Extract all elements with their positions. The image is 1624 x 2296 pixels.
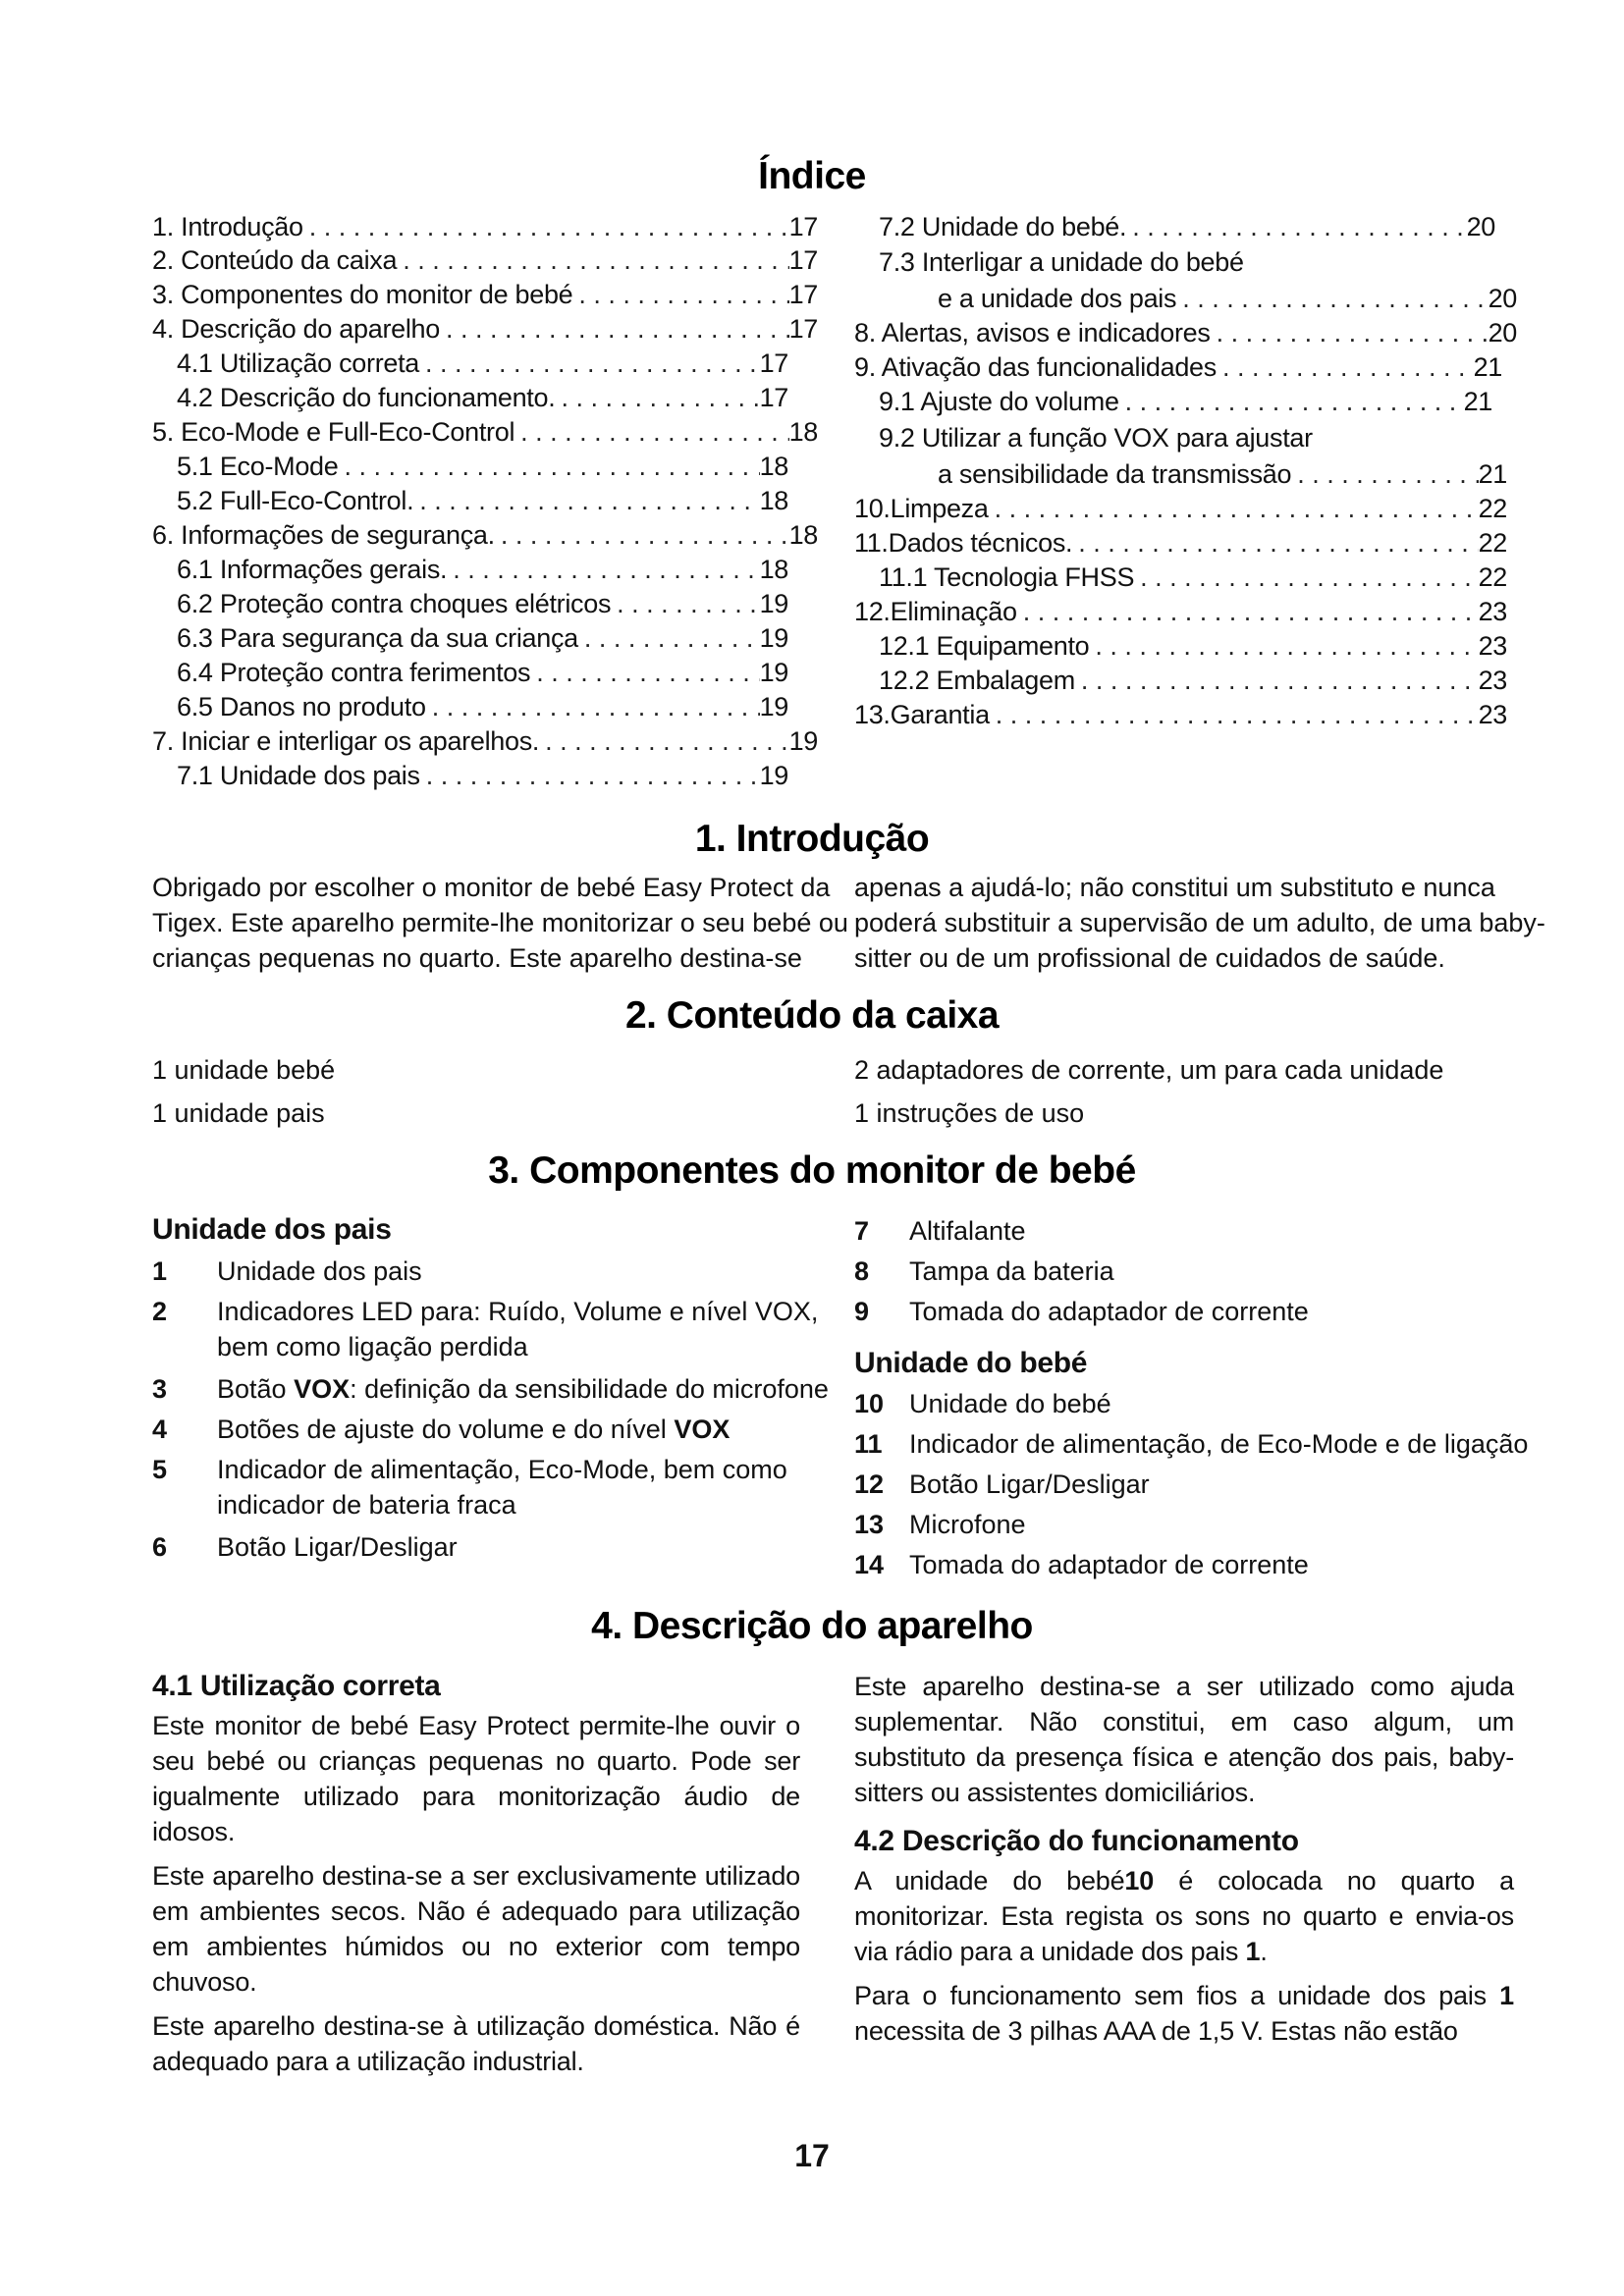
item-number: 4 bbox=[152, 1415, 168, 1444]
item-number: 13 bbox=[854, 1510, 885, 1539]
toc-entry-title: 9. Ativação das funcionalidades bbox=[854, 352, 1217, 382]
paragraph: Este aparelho destina-se à utilização doméstica. Não é adequado para a utilização industrial. bbox=[152, 2011, 800, 2076]
section-title-introduction: 1. Introdução bbox=[694, 818, 930, 860]
item-text: Microfone bbox=[909, 1510, 1026, 1539]
contents-right-column bbox=[854, 1048, 1443, 1135]
text-line: 1 unidade pais bbox=[152, 1098, 325, 1128]
item-text: Botão Ligar/Desligar bbox=[909, 1469, 1150, 1499]
toc-entry[interactable] bbox=[177, 452, 788, 485]
text-part: . bbox=[1260, 1937, 1268, 1966]
item-number: 6 bbox=[152, 1532, 168, 1562]
toc-entry-title: 4.1 Utilização correta bbox=[177, 348, 420, 378]
toc-entry[interactable] bbox=[177, 348, 788, 382]
paragraph: Este aparelho destina-se a ser exclusivamente utilizado em ambientes secos. Não é adequado para utilização em ambientes húmidos ou no exterior com tempo chuvoso. bbox=[152, 1861, 800, 1997]
text-line: poderá substituir a supervisão de um adulto, de uma baby- bbox=[854, 908, 1545, 937]
item-number: 7 bbox=[854, 1216, 870, 1246]
toc-entry-page: 19 bbox=[759, 589, 788, 618]
toc-entry-title: 9.1 Ajuste do volume bbox=[879, 387, 1119, 416]
item-number: 1 bbox=[152, 1256, 168, 1286]
toc-entry-page: 23 bbox=[1478, 666, 1507, 695]
toc-entry-page: 22 bbox=[1478, 528, 1507, 558]
toc-entry-page: 23 bbox=[1478, 700, 1507, 729]
subsection-title-correct-use: 4.1 Utilização correta bbox=[152, 1670, 441, 1702]
item-number: 10 bbox=[854, 1389, 885, 1418]
toc-entry-page: 19 bbox=[788, 726, 818, 756]
toc-entry-title[interactable]: 9.2 Utilizar a função VOX para ajustar bbox=[879, 423, 1313, 453]
toc-entry-title: 12.Eliminação bbox=[854, 597, 1017, 626]
toc-entry-title: 11.1 Tecnologia FHSS bbox=[879, 562, 1135, 592]
intro-right-column bbox=[854, 870, 1545, 976]
toc-entry-page: 17 bbox=[759, 383, 788, 412]
toc-entry-page: 19 bbox=[759, 658, 788, 687]
toc-entry[interactable] bbox=[152, 280, 818, 313]
item-text bbox=[217, 1412, 730, 1447]
toc-entry-title: 7.1 Unidade dos pais bbox=[177, 761, 420, 790]
toc-entry-page: 21 bbox=[1473, 352, 1502, 382]
item-text: Tomada do adaptador de corrente bbox=[909, 1297, 1309, 1326]
toc-entry-title: 6.1 Informações gerais. bbox=[177, 555, 448, 584]
paragraph: Este monitor de bebé Easy Protect permite-lhe ouvir o seu bebé ou crianças pequenas no quarto. Pode ser igualmente utilizado para monitorização áudio de idosos. bbox=[152, 1711, 800, 1846]
text-bold: 10 bbox=[1124, 1866, 1155, 1896]
contents-left-column bbox=[152, 1048, 335, 1135]
section-title-components: 3. Componentes do monitor de bebé bbox=[488, 1149, 1136, 1192]
item-number: 8 bbox=[854, 1256, 870, 1286]
item-text-bold: VOX bbox=[674, 1415, 731, 1444]
item-text: Indicador de alimentação, de Eco-Mode e de ligação bbox=[909, 1429, 1529, 1459]
item-number: 2 bbox=[152, 1297, 168, 1326]
text-part: necessita de 3 pilhas AAA de 1,5 V. Estas não estão bbox=[854, 2016, 1458, 2046]
toc-entry-page: 21 bbox=[1478, 459, 1507, 489]
toc-entry-title: 6.5 Danos no produto bbox=[177, 692, 426, 721]
text-line: 1 unidade bebé bbox=[152, 1055, 336, 1085]
text-line: crianças pequenas no quarto. Este aparelho destina-se bbox=[152, 943, 802, 973]
index-title: Índice bbox=[758, 155, 866, 197]
item-number: 3 bbox=[152, 1374, 168, 1404]
item-text bbox=[217, 1371, 829, 1407]
toc-entry-page: 20 bbox=[1488, 284, 1517, 313]
page-number: 17 bbox=[794, 2138, 830, 2173]
toc-entry-page: 20 bbox=[1488, 318, 1517, 347]
toc-entry-title: 4.2 Descrição do funcionamento. bbox=[177, 383, 556, 412]
toc-entry-page: 19 bbox=[759, 761, 788, 790]
paragraph bbox=[854, 1978, 1514, 2049]
text-line: apenas a ajudá-lo; não constitui um substituto e nunca bbox=[854, 873, 1495, 902]
subsection-title-baby-unit: Unidade do bebé bbox=[854, 1347, 1088, 1379]
toc-entry-title: 7.2 Unidade do bebé. bbox=[879, 212, 1127, 241]
text-part: A unidade do bebé bbox=[854, 1866, 1125, 1896]
toc-entry-title: 3. Componentes do monitor de bebé bbox=[152, 280, 573, 309]
text-line: Obrigado por escolher o monitor de bebé Easy Protect da bbox=[152, 873, 831, 902]
toc-entry-page: 18 bbox=[759, 555, 788, 584]
toc-entry-title: 2. Conteúdo da caixa bbox=[152, 245, 398, 275]
item-number: 11 bbox=[854, 1429, 883, 1459]
paragraph: Este aparelho destina-se a ser utilizado como ajuda suplementar. Não constitui, em caso algum, um substituto da presença física e atenção dos pais, baby-sitters ou assistentes domiciliários. bbox=[854, 1672, 1514, 1807]
item-number: 5 bbox=[152, 1455, 168, 1484]
toc-entry-page: 17 bbox=[759, 348, 788, 378]
toc-entry[interactable] bbox=[854, 352, 1502, 386]
toc-entry-page: 21 bbox=[1463, 387, 1492, 416]
item-text-bold: VOX bbox=[294, 1374, 351, 1404]
item-text: Unidade do bebé bbox=[909, 1389, 1111, 1418]
toc-entry[interactable] bbox=[152, 417, 818, 451]
toc-entry-page: 17 bbox=[788, 245, 818, 275]
toc-entry-page: 19 bbox=[759, 623, 788, 653]
subsection-title-operation: 4.2 Descrição do funcionamento bbox=[854, 1825, 1299, 1857]
toc-entry-page: 19 bbox=[759, 692, 788, 721]
toc-entry-page: 22 bbox=[1478, 494, 1507, 523]
toc-entry-title: 6.4 Proteção contra ferimentos bbox=[177, 658, 531, 687]
item-text: Tomada do adaptador de corrente bbox=[909, 1550, 1309, 1579]
text-line: 1 instruções de uso bbox=[854, 1098, 1085, 1128]
toc-entry-page: 20 bbox=[1466, 212, 1495, 241]
text-line: sitter ou de um profissional de cuidados de saúde. bbox=[854, 943, 1445, 973]
subsection-title-parents-unit: Unidade dos pais bbox=[152, 1213, 392, 1246]
item-text: Unidade dos pais bbox=[217, 1256, 422, 1286]
toc-entry[interactable] bbox=[879, 666, 1507, 699]
toc-entry[interactable] bbox=[938, 284, 1517, 317]
text-bold: 1 bbox=[1245, 1937, 1261, 1966]
toc-entry[interactable] bbox=[854, 318, 1517, 351]
toc-entry[interactable] bbox=[152, 245, 818, 279]
toc-entry-title: a sensibilidade da transmissão bbox=[938, 459, 1292, 489]
item-number: 12 bbox=[854, 1469, 885, 1499]
toc-entry-title: 12.1 Equipamento bbox=[879, 631, 1090, 661]
toc-entry-page: 23 bbox=[1478, 631, 1507, 661]
toc-entry[interactable] bbox=[879, 631, 1507, 665]
item-text: Indicadores LED para: Ruído, Volume e nível VOX, bbox=[217, 1297, 819, 1326]
paragraph bbox=[854, 1863, 1514, 1969]
toc-entry[interactable] bbox=[879, 212, 1495, 245]
description-left-column bbox=[152, 1669, 800, 2088]
toc-entry[interactable] bbox=[854, 528, 1507, 561]
toc-entry[interactable] bbox=[854, 700, 1507, 733]
toc-entry[interactable] bbox=[177, 589, 788, 622]
item-text-part: Botões de ajuste do volume e do nível bbox=[217, 1415, 675, 1444]
toc-entry-page: 17 bbox=[788, 212, 818, 241]
item-number: 9 bbox=[854, 1297, 870, 1326]
toc-entry-page: 23 bbox=[1478, 597, 1507, 626]
toc-entry[interactable] bbox=[879, 562, 1507, 596]
toc-entry-page: 17 bbox=[788, 314, 818, 344]
toc-entry-page: 18 bbox=[788, 417, 818, 447]
item-text: Altifalante bbox=[909, 1216, 1026, 1246]
toc-entry[interactable] bbox=[938, 459, 1507, 493]
toc-entry[interactable] bbox=[152, 314, 818, 347]
toc-entry-page: 18 bbox=[759, 452, 788, 481]
item-number: 14 bbox=[854, 1550, 885, 1579]
toc-entry-title[interactable]: 7.3 Interligar a unidade do bebé bbox=[879, 247, 1244, 277]
toc-entry[interactable] bbox=[152, 520, 818, 554]
toc-entry-title: e a unidade dos pais bbox=[938, 284, 1177, 313]
toc-entry-page: 18 bbox=[759, 486, 788, 515]
item-text: Indicador de alimentação, Eco-Mode, bem como bbox=[217, 1455, 787, 1484]
toc-entry-title: 10.Limpeza bbox=[854, 494, 989, 523]
toc-entry[interactable] bbox=[177, 555, 788, 588]
item-text-part: Botão bbox=[217, 1374, 295, 1404]
toc-entry-page: 17 bbox=[788, 280, 818, 309]
toc-entry[interactable] bbox=[879, 387, 1492, 420]
text-part: Para o funcionamento sem fios a unidade dos pais bbox=[854, 1981, 1500, 2010]
toc-entry-title: 5.1 Eco-Mode bbox=[177, 452, 339, 481]
item-text-part: : definição da sensibilidade do microfone bbox=[350, 1374, 829, 1404]
item-text: Tampa da bateria bbox=[909, 1256, 1114, 1286]
item-text: Botão Ligar/Desligar bbox=[217, 1532, 458, 1562]
toc-entry-title: 1. Introdução bbox=[152, 212, 303, 241]
toc-entry[interactable] bbox=[177, 692, 788, 725]
toc-entry[interactable] bbox=[177, 761, 788, 794]
toc-entry-title: 7. Iniciar e interligar os aparelhos. bbox=[152, 726, 540, 756]
text-line: Tigex. Este aparelho permite-lhe monitorizar o seu bebé ou bbox=[152, 908, 848, 937]
toc-entry[interactable] bbox=[152, 212, 818, 245]
toc-entry[interactable] bbox=[152, 726, 818, 760]
toc-entry[interactable] bbox=[854, 597, 1507, 630]
section-title-device-description: 4. Descrição do aparelho bbox=[591, 1605, 1033, 1647]
toc-entry-title: 5. Eco-Mode e Full-Eco-Control bbox=[152, 417, 515, 447]
toc-entry-title: 6. Informações de segurança. bbox=[152, 520, 495, 550]
toc-entry-title: 11.Dados técnicos. bbox=[854, 528, 1073, 558]
toc-entry-page: 18 bbox=[788, 520, 818, 550]
text-part: é colocada no quarto a monitorizar. Esta regista os sons no quarto e envia-os via rádio para a unidade dos pais bbox=[854, 1866, 1514, 1966]
toc-entry-title: 5.2 Full-Eco-Control. bbox=[177, 486, 414, 515]
toc-entry[interactable] bbox=[854, 494, 1507, 527]
toc-entry[interactable] bbox=[177, 383, 788, 416]
text-line: 2 adaptadores de corrente, um para cada unidade bbox=[854, 1055, 1444, 1085]
section-title-box-contents: 2. Conteúdo da caixa bbox=[624, 994, 1000, 1037]
toc-entry[interactable] bbox=[177, 623, 788, 657]
toc-entry-title: 13.Garantia bbox=[854, 700, 990, 729]
toc-entry-page: 22 bbox=[1478, 562, 1507, 592]
item-text-continued: bem como ligação perdida bbox=[217, 1332, 528, 1362]
text-bold: 1 bbox=[1499, 1981, 1514, 2010]
toc-entry-title: 6.3 Para segurança da sua criança bbox=[177, 623, 578, 653]
intro-left-column bbox=[152, 870, 848, 976]
description-right-column bbox=[854, 1669, 1514, 2057]
toc-entry[interactable] bbox=[177, 486, 788, 519]
toc-entry-title: 12.2 Embalagem bbox=[879, 666, 1075, 695]
item-text-continued: indicador de bateria fraca bbox=[217, 1490, 516, 1520]
toc-entry-title: 4. Descrição do aparelho bbox=[152, 314, 440, 344]
toc-entry-title: 8. Alertas, avisos e indicadores bbox=[854, 318, 1211, 347]
toc-entry-title: 6.2 Proteção contra choques elétricos bbox=[177, 589, 612, 618]
toc-entry[interactable] bbox=[177, 658, 788, 691]
